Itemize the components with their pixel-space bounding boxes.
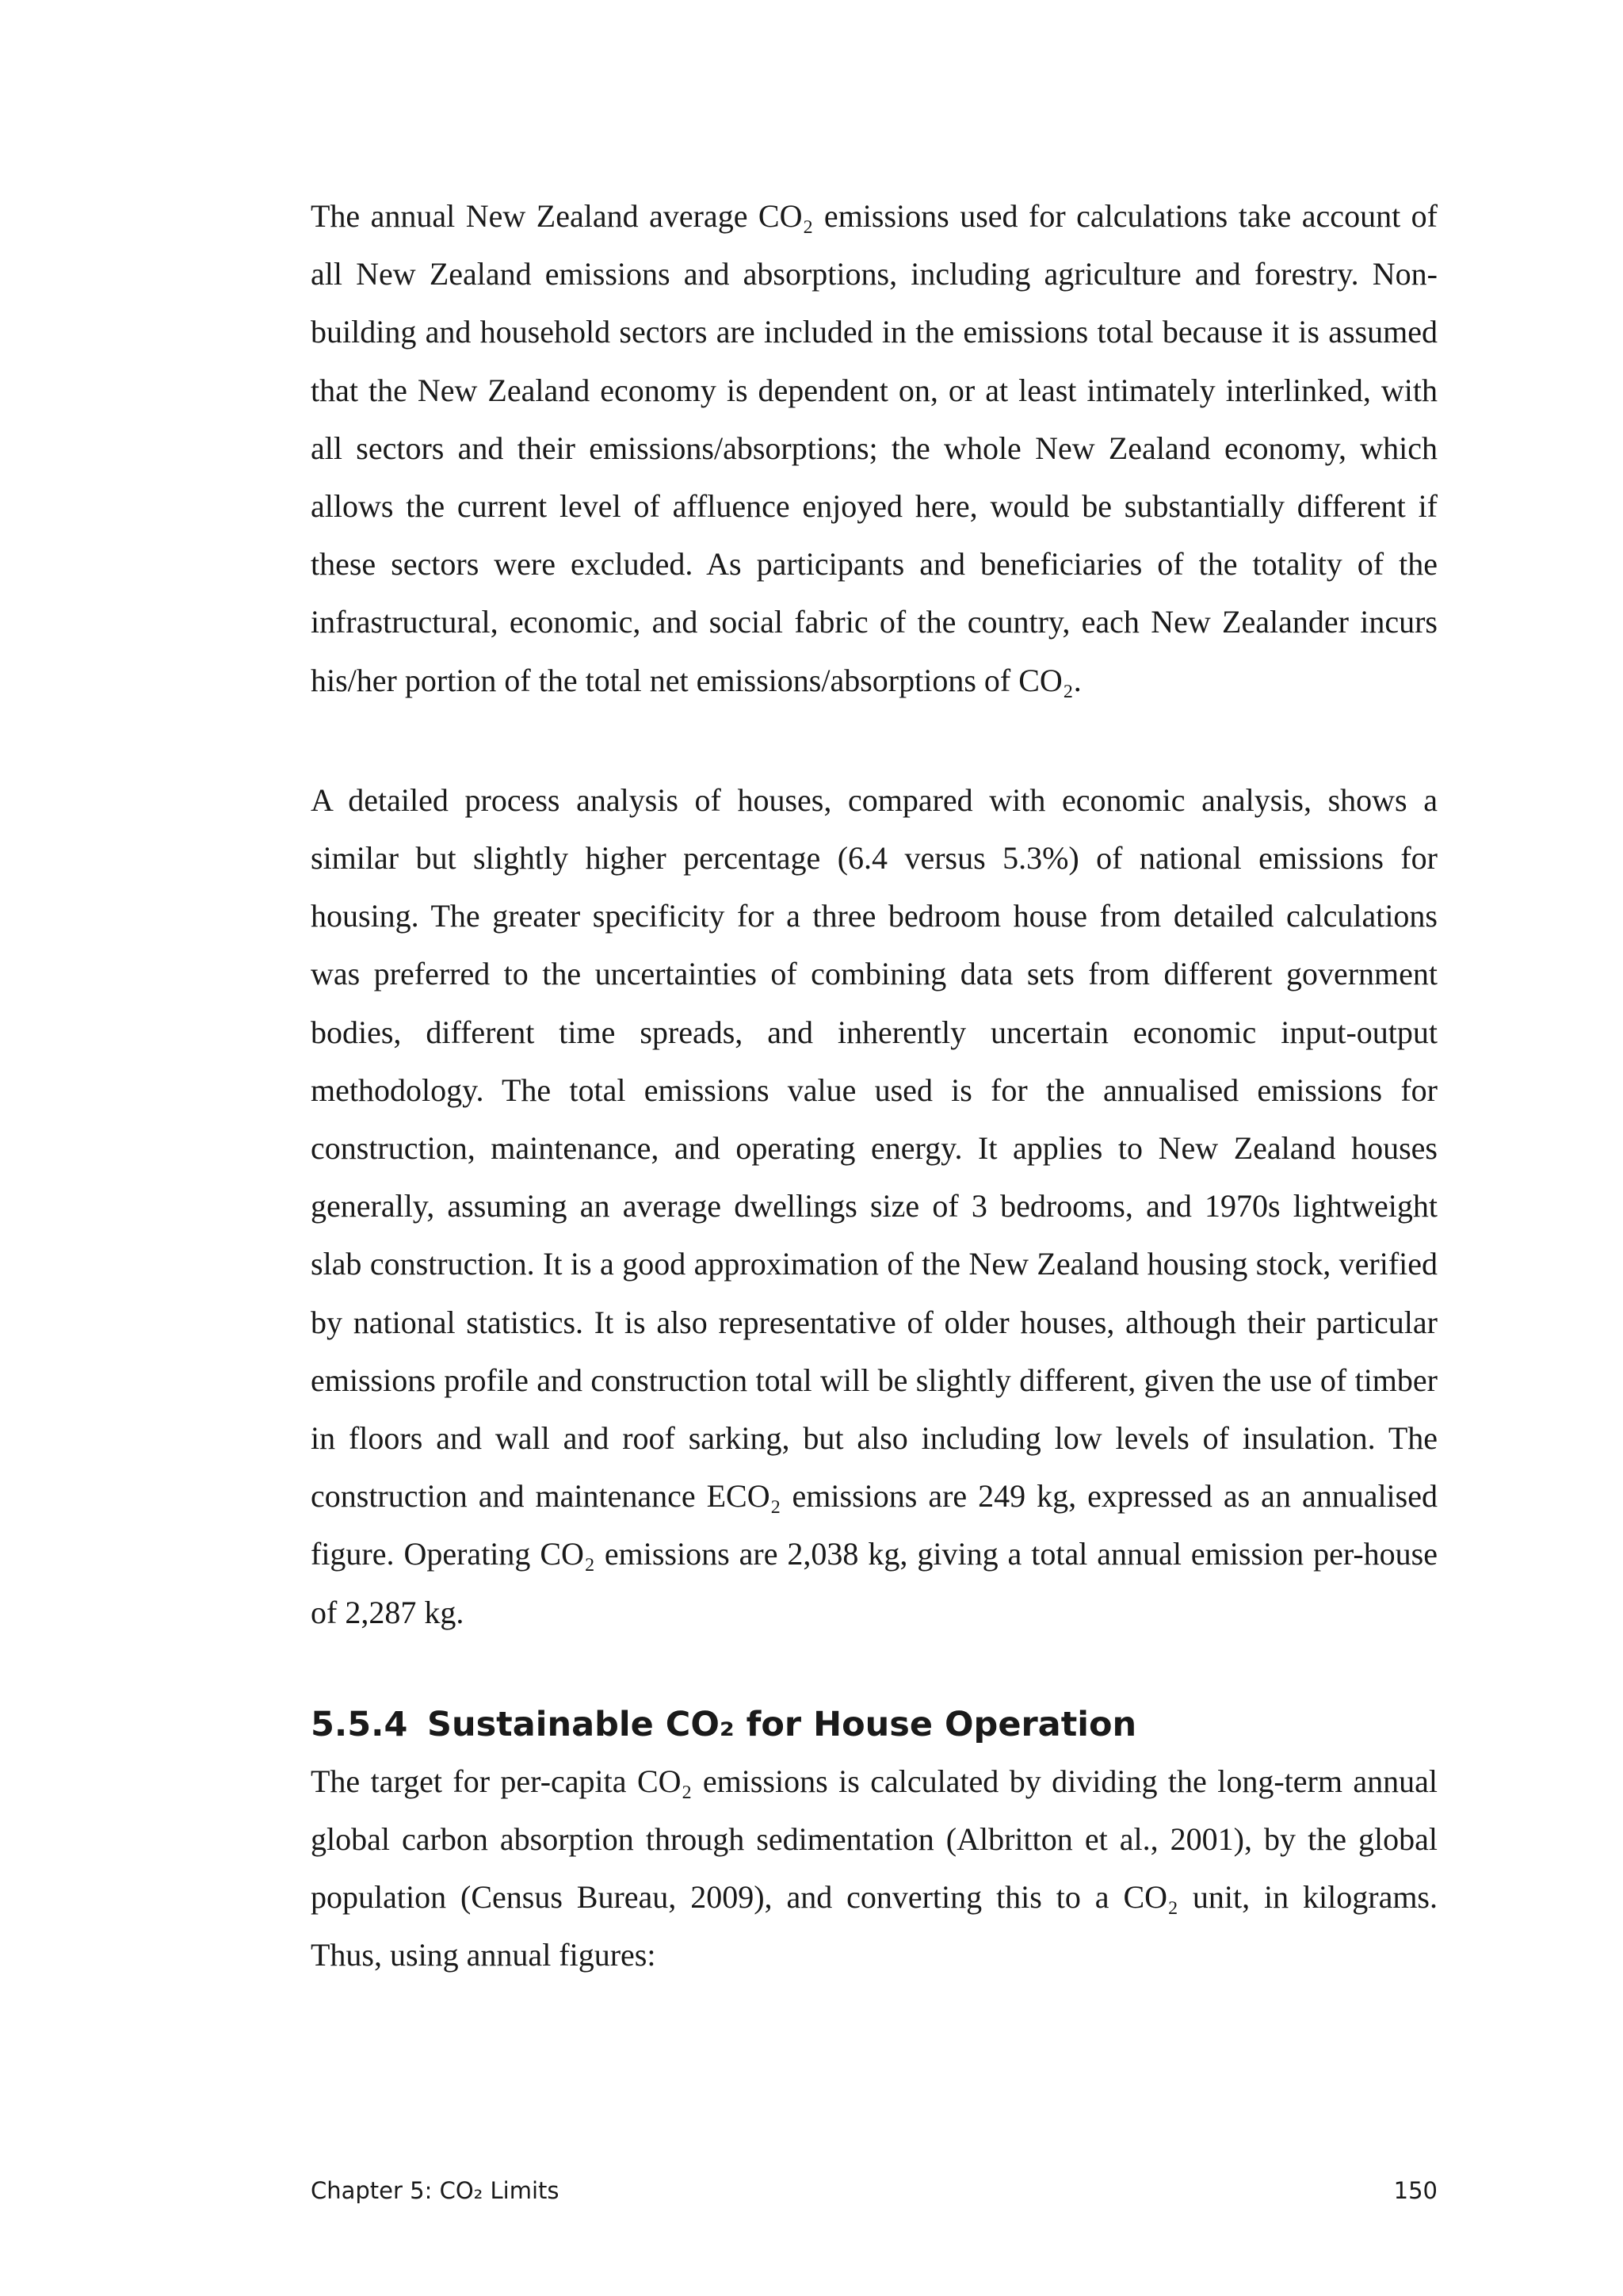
paragraph-target-calculation: The target for per-capita CO₂ emissions is calculated by dividing the long-term annual global carbon absorption through sedimentation (Albritton et al., 2001), by the global population (Census Bureau, 2009), and converting this to a CO₂ unit, in kilograms. Thus, using annual figures:: [311, 1763, 1438, 1973]
paragraph-process-analysis: A detailed process analysis of houses, compared with economic analysis, shows a similar but slightly higher percentage (6.4 versus 5.3%) of national emissions for housing. The greater specificity for a three bedroom house from detailed calculations was preferred to the uncertainties of combining data sets from different government bodies, different time spreads, and inherently uncertain economic input-output methodology. The total emissions value used is for the annualised emissions for construction, maintenance, and operating energy. It applies to New Zealand houses generally, assuming an average dwellings size of 3 bedrooms, and 1970s lightweight slab construction. It is a good approximation of the New Zealand housing stock, verified by national statistics. It is also representative of older houses, although their particular emissions profile and construction total will be slightly different, given the use of timber in floors and wall and roof sarking, but also including low levels of insulation. The construction and maintenance ECO₂ emissions are 249 kg, expressed as an annualised figure. Operating CO₂ emissions are 2,038 kg, giving a total annual emission per-house of 2,287 kg.: [311, 781, 1438, 1630]
section-heading: [311, 1697, 1438, 1752]
section-title: Sustainable CO₂ for House Operation: [427, 1704, 1137, 1744]
paragraph-emissions-context: The annual New Zealand average CO₂ emissions used for calculations take account of all New Zealand emissions and absorptions, including agriculture and forestry. Non-building and household sectors are included in the emissions total because it is assumed that the New Zealand economy is dependent on, or at least intimately interlinked, with all sectors and their emissions/absorptions; the whole New Zealand economy, which allows the current level of affluence enjoyed here, would be substantially different if these sectors were excluded. As participants and beneficiaries of the totality of the infrastructural, economic, and social fabric of the country, each New Zealander incurs his/her portion of the total net emissions/absorptions of CO₂.: [311, 198, 1438, 698]
page-content: [311, 187, 1438, 1985]
footer-page-number: 150: [1393, 2177, 1438, 2204]
paragraph-gap: [311, 709, 1438, 771]
page-footer: [311, 2177, 1438, 2204]
section-number: 5.5.4: [311, 1704, 408, 1744]
footer-chapter: Chapter 5: CO₂ Limits: [311, 2177, 559, 2204]
section-gap: [311, 1641, 1438, 1697]
